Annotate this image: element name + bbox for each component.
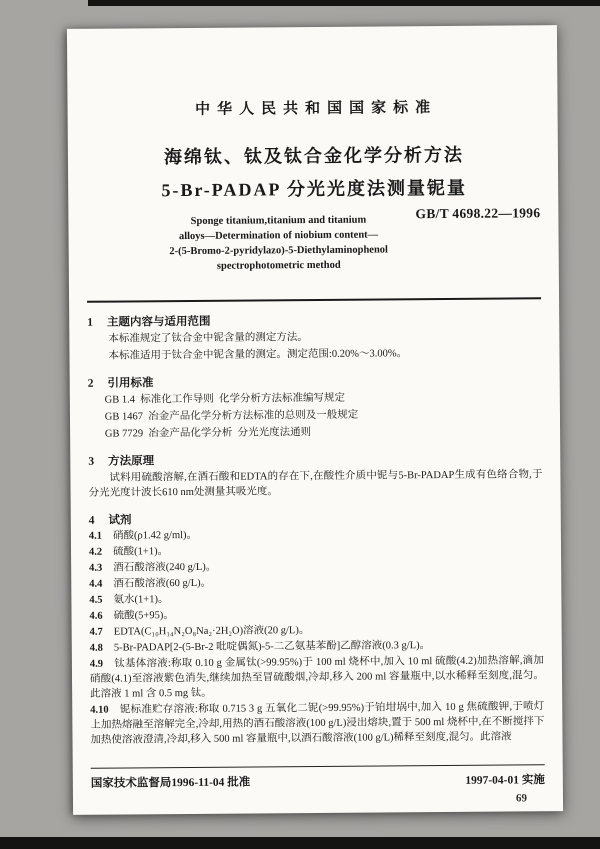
section-references (88, 371, 543, 442)
reagent-text: 酒石酸溶液(240 g/L)。 (113, 561, 217, 574)
paragraph: 试料用硫酸溶解,在酒石酸和EDTA的存在下,在酸性介质中铌与5-Br-PADAP生成有色络合物,于分光光度计波长610 nm处测量其吸光度。 (88, 469, 543, 499)
footer (91, 760, 545, 791)
reagent-text: 硫酸(1+1)。 (113, 546, 169, 558)
standard-number: GB/T 4698.22—1996 (415, 205, 541, 222)
footer-row (91, 771, 545, 791)
reagent-number: 4.7 (89, 626, 103, 638)
reagent-text: EDTA(C₁₀H₁₄N₂O₈Na₂·2H₂O)溶液(20 g/L)。 (113, 625, 310, 638)
reagent-text: 5-Br-PADAP[2-(5-Br-2 吡啶偶氮)-5-二乙氨基苯酚]乙醇溶液(0.3 g/L)。 (113, 640, 431, 654)
section-title: 引用标准 (107, 377, 154, 390)
reagent-number: 4.6 (89, 610, 103, 622)
section-principle (88, 449, 542, 501)
reagent-number: 4.3 (89, 562, 103, 574)
section-number: 2 (87, 377, 94, 390)
reagent-text: 硝酸(ρ1.42 g/ml)。 (112, 529, 198, 542)
approval-authority-text: 国家技术监督局1996-11-04 批准 (90, 776, 251, 790)
section-heading (87, 310, 541, 330)
english-title-line: Sponge titanium,titanium and titanium (190, 214, 367, 227)
section-title: 试剂 (108, 514, 132, 527)
document-title-line-1: 海绵钛、钛及钛合金化学分析方法 (163, 144, 465, 168)
section-number: 4 (88, 514, 95, 527)
section-title: 主题内容与适用范围 (106, 315, 211, 329)
reagent-number: 4.8 (89, 642, 103, 654)
paragraph: 本标准适用于钛合金中铌含量的测定。测定范围:0.20%～3.00%。 (108, 348, 408, 362)
footer-rule (91, 764, 545, 769)
document-body (87, 310, 544, 748)
reagent-number: 4.5 (89, 594, 103, 606)
reagent-number: 4.1 (88, 530, 103, 542)
section-heading (88, 371, 542, 391)
reagent-number: 4.4 (89, 578, 103, 590)
document-title-line-2: 5-Br-PADAP 分光光度法测量铌量 (161, 177, 467, 201)
reference-item: GB 7729 冶金产品化学分析 分光光度法通则 (104, 427, 312, 440)
section-scope (87, 310, 541, 364)
reference-item: GB 1467 冶金产品化学分析方法标准的总则及一般规定 (104, 409, 359, 423)
implementation-date-text: 1997-04-01 实施 (465, 774, 545, 787)
reagent-text: 钛基体溶液:称取 0.10 g 金属钛(>99.95%)于 100 ml 烧杯中,加入 10 ml 硫酸(4.2)加热溶解,滴加硝酸(4.1)至溶液紫色消失,继续加热至冒硫酸烟,冷却,移入 200 ml 容量瓶中,以水稀释至刻度,混匀。此溶液 1 ml 含 0.5 mg 钛。 (89, 655, 545, 700)
reagent-number: 4.10 (90, 704, 109, 716)
english-title-line: spectrophotometric method (216, 259, 341, 272)
scanner-edge-top (88, 0, 600, 6)
english-title-line: 2-(5-Bromo-2-pyridylazo)-5-Diethylaminophenol (169, 244, 388, 258)
reagent-number: 4.2 (88, 546, 103, 558)
reagent-item (90, 653, 544, 702)
section-heading (88, 449, 542, 469)
page-number: 69 (515, 792, 528, 805)
standard-category-heading: 中华人民共和国国家标准 (194, 100, 438, 118)
document-page (67, 25, 563, 815)
section-number: 3 (88, 455, 95, 468)
section-number: 1 (87, 316, 94, 329)
reagent-text: 酒石酸溶液(60 g/L)。 (113, 577, 212, 590)
subtitle-row (86, 205, 541, 275)
reagent-number: 4.9 (89, 658, 104, 670)
header-rule (87, 297, 541, 303)
paragraph: 本标准规定了钛合金中铌含量的测定方法。 (108, 332, 308, 345)
section-title: 方法原理 (108, 455, 155, 468)
reagent-text: 铌标准贮存溶液:称取 0.715 3 g 五氧化二铌(>99.95%)于铂坩埚中,加入 10 g 焦硫酸钾,于喷灯上加热熔融至溶解完全,冷却,用热的酒石酸溶液(100 g/L)浸出熔块,置于 500 ml 烧杯中,在不断搅拌下加热使溶液澄清,冷却,移入 500 ml 容量瓶中,以酒石酸溶液(100 g/L)稀释至刻度,混匀。此溶液 (90, 701, 545, 746)
reagent-item (90, 699, 544, 748)
section-reagents (89, 508, 545, 748)
scanner-edge-bottom (0, 837, 600, 849)
reagent-text: 氨水(1+1)。 (113, 594, 169, 606)
english-title-line: alloys—Determination of niobium content— (178, 229, 379, 243)
reference-item: GB 1.4 标准化工作导则 化学分析方法标准编写规定 (104, 392, 346, 406)
reagent-text: 硫酸(5+95)。 (113, 610, 174, 622)
